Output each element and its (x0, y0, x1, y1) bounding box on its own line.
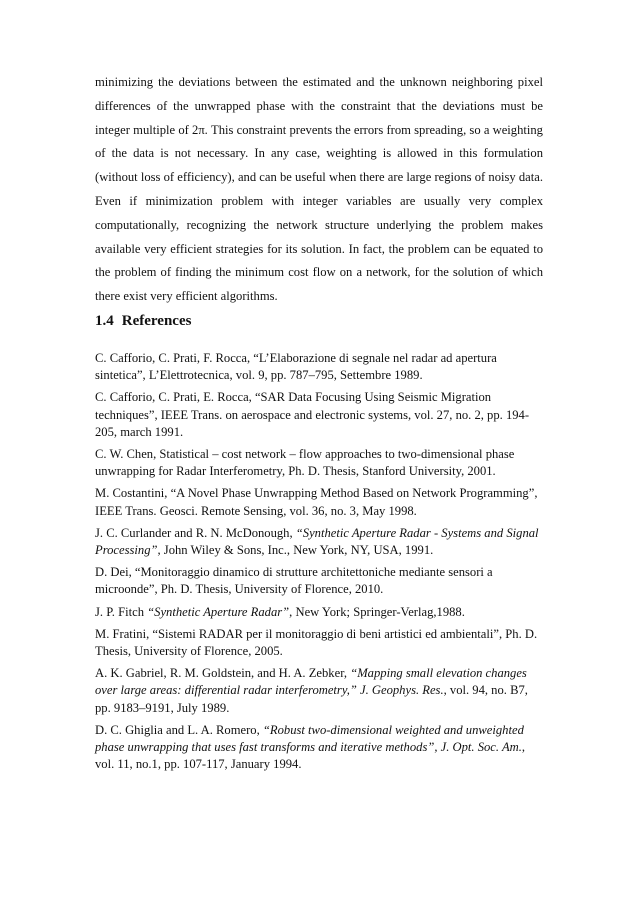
body-text-part2: . This constraint prevents the errors from spreading, so a weighting of the data is not necessary. In any case, weighting is allowed in this formulation (without loss of efficiency), and can be useful when there are large regions of noisy data. Even if minimization problem with integer variables are usually very complex computationally, recognizing the network structure underlying the problem makes available very efficient strategies for its solution. In fact, the problem can be equated to the problem of finding the minimum cost flow on a network, for the solution of which there exist very efficient algorithms. (95, 122, 543, 304)
reference-italic-text: “Synthetic Aperture Radar” (147, 604, 290, 619)
body-paragraph (95, 71, 543, 309)
reference-text: M. Costantini, “A Novel Phase Unwrapping Method Based on Network Programming”, IEEE Trans. Geosci. Remote Sensing, vol. 36, no. 3, May 1998. (95, 486, 538, 518)
section-title: References (121, 313, 192, 329)
body-text-part1: minimizing the deviations between the estimated and the unknown neighboring pixel differences of the unwrapped phase with the constraint that the deviations must be integer multiple of 2 (95, 75, 543, 137)
reference-list (95, 350, 543, 778)
section-heading (95, 313, 191, 330)
reference-italic-text: “Robust two-dimensional weighted and unweighted phase unwrapping that uses fast transforms and iterative methods”, J. Opt. Soc. Am. (95, 722, 524, 755)
reference-text-tail: , New York; Springer-Verlag,1988. (289, 604, 465, 619)
reference-item (95, 665, 543, 717)
reference-text: C. W. Chen, Statistical – cost network – flow approaches to two-dimensional phase unwrapping for Radar Interferometry, Ph. D. Thesis, Stanford University, 2001. (95, 447, 515, 479)
reference-text: A. K. Gabriel, R. M. Goldstein, and H. A. Zebker, (95, 666, 351, 681)
reference-text: J. C. Curlander and R. N. McDonough, (95, 525, 296, 540)
reference-text: M. Fratini, “Sistemi RADAR per il monitoraggio di beni artistici ed ambientali”, Ph. D. Thesis, University of Florence, 2005. (95, 626, 538, 659)
reference-item (95, 446, 543, 480)
reference-text: D. C. Ghiglia and L. A. Romero, (95, 722, 263, 737)
reference-text-tail: John Wiley & Sons, Inc., New York, NY, USA, 1991. (160, 543, 434, 558)
reference-text: J. P. Fitch (95, 604, 148, 619)
reference-item (95, 564, 543, 598)
reference-text-tail: , vol. 11, no.1, pp. 107-117, January 1994. (95, 740, 526, 772)
reference-text: C. Cafforio, C. Prati, F. Rocca, “L’Elaborazione di segnale nel radar ad apertura sintetica”, L’Elettrotecnica, vol. 9, pp. 787–795, Settembre 1989. (95, 351, 497, 383)
reference-item (95, 525, 543, 559)
section-number: 1.4 (95, 313, 114, 329)
reference-italic-text: “Synthetic Aperture Radar - Systems and Signal Processing”, (95, 525, 539, 558)
reference-item (95, 722, 543, 774)
reference-text-tail: , vol. 94, no. B7, pp. 9183–9191, July 1989. (95, 683, 528, 715)
reference-item (95, 626, 543, 660)
reference-item (95, 350, 543, 384)
reference-item (95, 604, 543, 621)
reference-italic-text: “Mapping small elevation changes over large areas: differential radar interferometry,” J. Geophys. Res. (95, 666, 527, 698)
reference-item (95, 389, 543, 441)
reference-item (95, 485, 543, 519)
reference-text: D. Dei, “Monitoraggio dinamico di strutture architettoniche mediante sensori a microonde”, Ph. D. Thesis, University of Florence, 2010. (95, 565, 493, 597)
pi-symbol: π (198, 122, 205, 137)
reference-text: C. Cafforio, C. Prati, E. Rocca, “SAR Data Focusing Using Seismic Migration techniques”, IEEE Trans. on aerospace and electronic systems, vol. 27, no. 2, pp. 194-205, march 1991. (95, 390, 530, 439)
